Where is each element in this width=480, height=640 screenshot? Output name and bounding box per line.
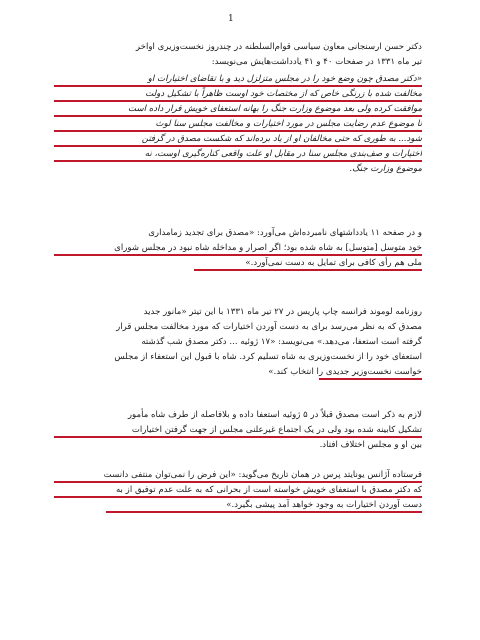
text-line: بین او و مجلس اختلاف افتاد. — [319, 440, 422, 450]
underlined-line: اختیارات و صف‌بندی مجلس سنا در مقابل او علت واقعی کناره‌گیری اوست، نه — [54, 147, 422, 162]
underlined-line: تشکیل کابینه شده بود ولی در یک اجتماع غیرعلنی مجلس از جهت گرفتن اختیارات — [54, 423, 422, 438]
paragraph-note — [54, 408, 422, 453]
paragraph-united-press — [54, 468, 422, 513]
underlined-line: تا موضوع عدم رضایت مجلس در مورد اختیارات و مخالفت مجلس سنا لوث — [54, 117, 422, 132]
text-line: گرفته است استعفا، می‌دهد.» می‌نویسد: «۱۷ ژوئیه ... دکتر مصدق شب گذشته — [141, 337, 422, 347]
underlined-line: «دکتر مصدق چون وضع خود را در مجلس متزلزل دید و با تقاضای اختیارات او — [54, 72, 422, 87]
intro-paragraph — [54, 40, 422, 70]
underlined-line: دست آوردن اختیارات به وجود خواهد آمد پیشی بگیرد.» — [54, 498, 422, 513]
underlined-line: موافقت کرده ولی بعد موضوع وزارت جنگ را بهانه استعفای خویش قرار داده است — [54, 102, 422, 117]
page-number: 1 — [228, 14, 234, 24]
text-line: مصدق که به نظر می‌رسد برای به دست آوردن اختیارات که مورد مخالفت مجلس قرار — [116, 322, 422, 332]
text-line: تیر ماه ۱۳۳۱ در صفحات ۴۰ و ۴۱ یادداشت‌هایش می‌نویسد: — [211, 57, 422, 67]
paragraph-memoir — [54, 226, 422, 271]
text-line: روزنامه لوموند فرانسه چاپ پاریس در ۲۷ تیر ماه ۱۳۳۱ با این تیتر «مانور جدید — [143, 307, 422, 317]
underlined-line: خواست نخست‌وزیر جدیدی را انتخاب کند.» — [54, 365, 422, 380]
underlined-line: که دکتر مصدق با استعفای خویش خواسته است از بحرانی که به علت عدم توفیق از به — [54, 483, 422, 498]
underlined-line: شود... به طوری که حتی مخالفان او از یاد برده‌اند که شکست مصدق در گرفتن — [54, 132, 422, 147]
quoted-passage — [54, 72, 422, 177]
text-line: موضوع وزارت جنگ. — [349, 164, 422, 174]
underlined-line: مخالفت شده با زرنگی خاص که از مختصات خود اوست ظاهراً با تشکیل دولت — [54, 87, 422, 102]
underlined-line: ملی هم رأی کافی برای تمایل به دست نمی‌آورد.» — [54, 256, 422, 271]
text-line: استعفای خود را از نخست‌وزیری به شاه تسلیم کرد. شاه با قبول این استعفاء از مجلس — [114, 352, 422, 362]
underlined-line: فرستاده آژانس یونایتد پرس در همان تاریخ می‌گوید: «این فرض را نمی‌توان منتفی دانست — [54, 468, 422, 483]
text-line: و در صفحه ۱۱ یادداشتهای نامبرده‌اش می‌آورد: «مصدق برای تجدید زمامداری — [148, 228, 422, 238]
underlined-line: خود متوسل [متوسل] به شاه شده بود؛ اگر اصرار و مداخله شاه نبود در مجلس شورای — [54, 241, 422, 256]
text-line: لازم به ذکر است مصدق قبلاً در ۵ ژوئیه استعفا داده و بلافاصله از طرف شاه مأمور — [127, 410, 422, 420]
paragraph-le-monde — [54, 305, 422, 380]
text-line: دکتر حسن ارسنجانی معاون سیاسی قوام‌السلطنه در چندروز نخست‌وزیری اواخر — [135, 42, 422, 52]
